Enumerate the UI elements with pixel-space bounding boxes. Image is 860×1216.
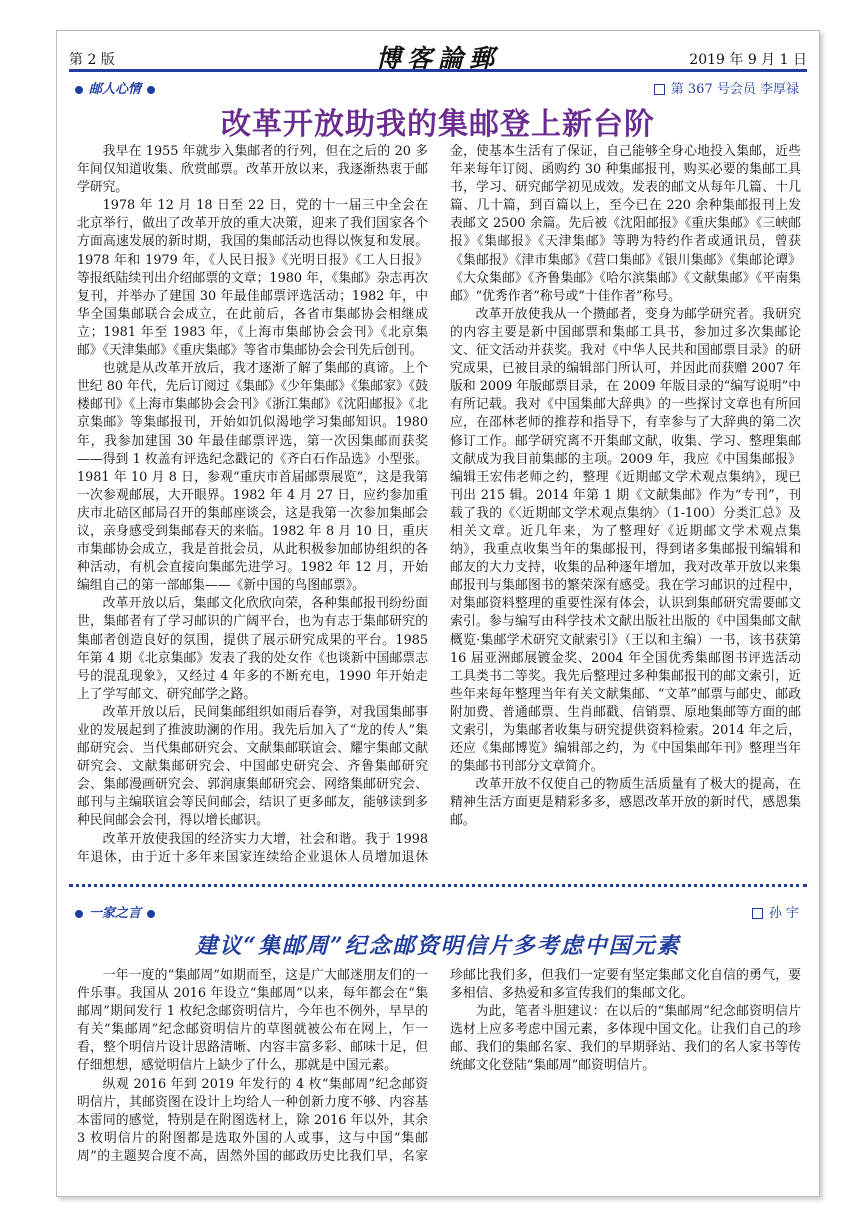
edition-label: 第 2 版: [69, 52, 115, 68]
section-bar-2: [69, 899, 807, 921]
paragraph: 改革开放以后，集邮文化欣欣向荣，各种集邮报刊纷纷面世，集邮者有了学习邮识的广阔平台，也为有志于集邮研究的集邮者创造良好的氛围，提供了展示研究成果的平台。1985 年第 4 期《北京集邮》发表了我的处女作《也谈新中国邮票志号的混乱现象》，又经过 4 年多的不断充电，1990 年开始走上了学写邮文、研究邮学之路。: [77, 596, 428, 702]
article-title: 建议“集邮周”纪念邮资明信片多考虑中国元素: [195, 933, 681, 959]
issue-date: 2019 年 9 月 1 日: [689, 52, 807, 68]
section-label: 一家之言: [89, 906, 142, 921]
bullet-icon: [75, 86, 83, 94]
square-icon: [654, 84, 665, 95]
header-rule: [69, 69, 807, 72]
paragraph: 改革开放使我国的经济实力大增，社会和谐。我于 1998 年退休，由于近十多年来国家连续给企业退休人员增加退休金，使基本生活有了保证，自己能够全身心地投入集邮，近些年来每年订阅、函购约 30 种集邮报刊，购买必要的集邮工具书，学习、研究邮学初见成效。发表的邮文从每年几篇、十几篇、几十篇，到百篇以上，至今已在 220 余种集邮报刊上发表邮文 2500 余篇。先后被《沈阳邮报》《重庆集邮》《三峡邮报》《集邮报》《天津集邮》等聘为特约作者或通讯员，曾获《集邮报》《津市集邮》《营口集邮》《银川集邮》《集邮论谭》《大众集邮》《齐鲁集邮》《哈尔滨集邮》《文献集邮》《平南集邮》“优秀作者”称号或“十佳作者”称号。: [77, 144, 801, 865]
page-header: [69, 39, 807, 73]
square-icon: [752, 908, 763, 919]
paragraph: 改革开放使我从一个攒邮者，变身为邮学研究者。我研究的内容主要是新中国邮票和集邮工具书，参加过多次集邮论文、征文活动并获奖。我对《中华人民共和国邮票目录》的研究成果，已被目录的编辑部门所认可，并因此而获赠 2007 年版和 2009 年版邮票目录，在 2009 年版目录的“编写说明”中有所记载。我对《中国集邮大辞典》的一些探讨文章也有所回应，在邵林老师的推荐和指导下，有幸参与了大辞典的第二次修订工作。邮学研究离不开集邮文献，收集、学习、整理集邮文献成为我目前集邮的主项。2009 年，我应《中国集邮报》编辑王宏伟老师之约，整理《近期邮文学术观点集纳》，现已刊出 215 辑。2014 年第 1 期《文献集邮》作为“专刊”，刊载了我的《〈近期邮文学术观点集纳〉（1-100）分类汇总》及相关文章。近几年来，为了整理好《近期邮文学术观点集纳》，我重点收集当年的集邮报刊，得到诸多集邮报刊编辑和邮友的大力支持，收集的品种逐年增加，我对改革开放以来集邮报刊与集邮图书的繁荣深有感受。我在学习邮识的过程中，对集邮资料整理的重要性深有体会，认识到集邮研究需要邮文索引。参与编写由科学技术文献出版社出版的《中国集邮文献概览·集邮学术研究文献索引》（王以和主编）一书，该书获第 16 届亚洲邮展镀金奖、2004 年全国优秀集邮图书评选活动工具类书二等奖。我先后整理过多种集邮报刊的邮文索引，近些年来每年整理当年有关文献集邮、“文革”邮票与邮史、邮政附加费、普通邮票、生肖邮戳、信销票、原地集邮等方面的邮文索引，为集邮者收集与研究提供资料检索。2014 年之后，还应《集邮博览》编辑部之约，为《中国集邮年刊》整理当年的集邮书刊部分文章简介。: [450, 306, 801, 775]
bullet-icon: [75, 910, 83, 918]
section-bar-1: [69, 75, 807, 97]
masthead: 博客論郵: [375, 44, 500, 73]
paragraph: 改革开放以后，民间集邮组织如雨后春笋，对我国集邮事业的发展起到了推波助澜的作用。我先后加入了“龙的传人”集邮研究会、当代集邮研究会、文献集邮联谊会、耀宇集邮文献研究会、文献集邮研究会、中国邮史研究会、齐鲁集邮研究会、集邮漫画研究会、郭润康集邮研究会、网络集邮研究会、邮刊与主编联谊会等民间邮会，结识了更多邮友，能够读到多种民间邮会会刊，得以增长邮识。: [77, 704, 428, 829]
paragraph: 1978 年 12 月 18 日至 22 日，党的十一届三中全会在北京举行，做出了改革开放的重大决策，迎来了我们国家各个方面高速发展的新时期，我国的集邮活动也得以恢复和发展。1978 年和 1979 年，《人民日报》《光明日报》《工人日报》等报纸陆续刊出介绍邮票的文章；1980 年，《集邮》杂志再次复刊，并举办了建国 30 年最佳邮票评选活动；1982 年，中华全国集邮联合会成立，在此前后，各省市集邮协会相继成立；1981 年至 1983 年，《上海市集邮协会会刊》《北京集邮》《天津集邮》《重庆集邮》等省市集邮协会会刊先后创刊。: [77, 198, 428, 359]
paragraph: 也就是从改革开放后，我才逐渐了解了集邮的真谛。上个世纪 80 年代，先后订阅过《集邮》《少年集邮》《集邮家》《鼓楼邮刊》《上海市集邮协会会刊》《浙江集邮》《沈阳邮报》《北京集邮》等集邮报刊，开始如饥似渴地学习集邮知识。1980 年，我参加建国 30 年最佳邮票评选，第一次因集邮而获奖——得到 1 枚盖有评选纪念戳记的《齐白石作品选》小型张。1981 年 10 月 8 日，参观“重庆市首届邮票展览”，这是我第一次参观邮展，大开眼界。1982 年 4 月 27 日，应约参加重庆市北碚区邮局召开的集邮座谈会，这是我第一次参加集邮会议，亲身感受到集邮春天的来临。1982 年 8 月 10 日，重庆市集邮协会成立，我是首批会员，从此积极参加邮协组织的各种活动，有机会直接向集邮先进学习。1982 年 12 月，开始编组自己的第一部邮集——《新中国的鸟图邮票》。: [77, 361, 428, 594]
bullet-icon: [147, 910, 155, 918]
article-title: 改革开放助我的集邮登上新台阶: [221, 107, 655, 142]
newspaper-page: [56, 30, 820, 1197]
article-body: [77, 967, 801, 1183]
article-author: 孙 宇: [768, 906, 799, 921]
article-author: 第 367 号会员 李厚禄: [670, 82, 799, 97]
bullet-icon: [147, 86, 155, 94]
paragraph: 一年一度的“集邮周”如期而至，这是广大邮迷朋友们的一件乐事。我国从 2016 年设立“集邮周”以来，每年都会在“集邮周”期间发行 1 枚纪念邮资明信片，今年也不例外，早早的有关“集邮周”纪念邮资明信片的草图就被公布在网上，乍一看，整个明信片设计思路清晰、内容丰富多彩、邮味十足，但仔细想想，感觉明信片上缺少了什么，那就是中国元素。: [77, 968, 428, 1074]
paragraph: 为此，笔者斗胆建议：在以后的“集邮周”纪念邮资明信片选材上应多考虑中国元素，多体现中国文化。让我们自己的珍邮、我们的集邮名家、我们的早期驿站、我们的名人家书等传统邮文化登陆“集邮周”邮资明信片。: [450, 1004, 801, 1074]
paragraph: 我早在 1955 年就步入集邮者的行列，但在之后的 20 多年间仅知道收集、欣赏邮票。改革开放以来，我逐渐热衷于邮学研究。: [77, 144, 428, 196]
paragraph: 改革开放不仅使自己的物质生活质量有了极大的提高，在精神生活方面更是精彩多多，感恩改革开放的新时代，感恩集邮。: [450, 777, 801, 829]
section-divider: [69, 884, 807, 887]
article-body: [77, 143, 801, 871]
paragraph: 纵观 2016 年到 2019 年发行的 4 枚“集邮周”纪念邮资明信片，其邮资图在设计上均给人一种创新力度不够、内容基本雷同的感觉，特别是在附图选材上，除 2016 年以外，其余 3 枚明信片的附图都是选取外国的人或事，这与中国“集邮周”的主题契合度不高，固然外国的邮政历史比我们早，名家珍邮比我们多，但我们一定要有坚定集邮文化自信的勇气，要多相信、多热爱和多宣传我们的集邮文化。: [77, 968, 801, 1164]
section-label: 邮人心情: [89, 82, 142, 97]
